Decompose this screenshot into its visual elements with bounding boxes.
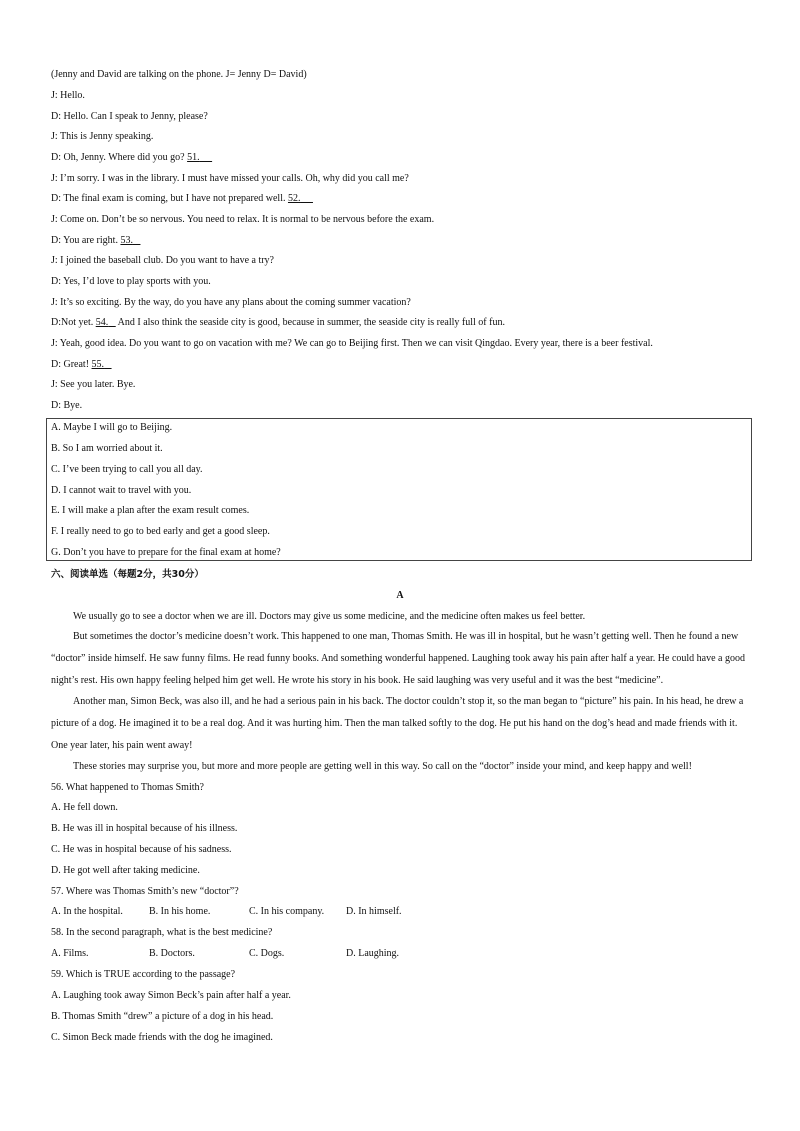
passage-text-line: picture of a dog. He imagined it to be a real dog. And it was hurting him. Then the man talked softly to the dog. He put his hand on the dog’s head and made friends with it. (51, 718, 738, 729)
option-item: B. So I am worried about it. (51, 443, 163, 454)
answer-blank-55: 55. (91, 359, 105, 370)
dialogue-line: J: It’s so exciting. By the way, do you have any plans about the coming summer vacation? (51, 297, 411, 308)
answer-blank-53: 53. (120, 235, 133, 246)
dialogue-line: D: Bye. (51, 400, 83, 411)
section-title: 六、阅读单选（每题2分，共30分） (51, 569, 204, 580)
passage-text-line: “doctor” inside himself. He saw funny films. He read funny books. And something wonderful happened. Laughing took away his pain after half a year. He could have a good (51, 653, 745, 664)
question-59-stem: 59. Which is TRUE according to the passage? (51, 969, 236, 980)
dialogue-line: J: Hello. (51, 90, 85, 101)
passage-text-line: Another man, Simon Beck, was also ill, and he had a serious pain in his back. The doctor couldn’t stop it, so the man began to “picture” his pain. In his head, he drew a (73, 696, 744, 707)
question-57-options (51, 906, 402, 917)
question-59-option: C. Simon Beck made friends with the dog he imagined. (51, 1032, 273, 1043)
dialogue-line: J: I’m sorry. I was in the library. I must have missed your calls. Oh, why did you call me? (51, 173, 409, 184)
question-56-stem: 56. What happened to Thomas Smith? (51, 782, 204, 793)
question-58-options (51, 948, 399, 959)
dialogue-line: D:Not yet. 54. And I also think the seaside city is good, because in summer, the seaside city is really full of fun. (51, 317, 505, 328)
question-58-option: C. Dogs. (249, 948, 285, 959)
question-57-option: D. In himself. (346, 906, 402, 917)
dialogue-line: J: This is Jenny speaking. (51, 131, 154, 142)
answer-blank-54: 54. (95, 317, 109, 328)
dialogue-line: D: You are right. 53. (51, 235, 133, 246)
question-56-option: C. He was in hospital because of his sadness. (51, 844, 232, 855)
question-58-stem: 58. In the second paragraph, what is the best medicine? (51, 927, 273, 938)
question-58-option: B. Doctors. (149, 948, 195, 959)
option-item: E. I will make a plan after the exam result comes. (51, 505, 250, 516)
question-58-option: D. Laughing. (346, 948, 400, 959)
dialogue-line: D: Great! 55. (51, 359, 105, 370)
passage-text-line: These stories may surprise you, but more and more people are getting well in this way. So call on the “doctor” inside your mind, and keep happy and well! (73, 761, 692, 772)
question-56-option: D. He got well after taking medicine. (51, 865, 200, 876)
option-item: A. Maybe I will go to Beijing. (51, 422, 173, 433)
question-57-option: A. In the hospital. (51, 906, 123, 917)
dialogue-line: D: Oh, Jenny. Where did you go? 51. (51, 152, 200, 163)
question-57-option: B. In his home. (149, 906, 211, 917)
dialogue-line: J: Come on. Don’t be so nervous. You need to relax. It is normal to be nervous before the exam. (51, 214, 435, 225)
dialogue-line: D: Yes, I’d love to play sports with you. (51, 276, 211, 287)
dialogue-line: J: I joined the baseball club. Do you want to have a try? (51, 255, 274, 266)
passage-text-line: But sometimes the doctor’s medicine doesn’t work. This happened to one man, Thomas Smith. He was ill in hospital, but he wasn’t getting well. Then he found a new (73, 631, 739, 642)
answer-blank-52: 52. (287, 193, 301, 204)
passage-text-line: One year later, his pain went away! (51, 740, 193, 751)
question-56-option: B. He was ill in hospital because of his illness. (51, 823, 238, 834)
dialogue-line: J: See you later. Bye. (51, 379, 136, 390)
question-56-option: A. He fell down. (51, 802, 118, 813)
dialogue-line: D: The final exam is coming, but I have not prepared well. 52. (51, 193, 301, 204)
question-58-option: A. Films. (51, 948, 89, 959)
answer-blank-51: 51. (187, 152, 200, 163)
dialogue-intro: (Jenny and David are talking on the phone. J= Jenny D= David) (51, 69, 307, 80)
passage-text-line: night’s rest. His own happy feeling helped him get well. He wrote his story in his book. He said laughing was very useful and it was the best “medicine”. (51, 675, 664, 686)
dialogue-line: J: Yeah, good idea. Do you want to go on vacation with me? We can go to Beijing first. Then we can visit Qingdao. Every year, there is a beer festival. (51, 338, 653, 349)
question-57-stem: 57. Where was Thomas Smith’s new “doctor”? (51, 886, 239, 897)
question-59-option: B. Thomas Smith “drew” a picture of a dog in his head. (51, 1011, 274, 1022)
question-59-option: A. Laughing took away Simon Beck’s pain after half a year. (51, 990, 291, 1001)
option-item: C. I’ve been trying to call you all day. (51, 464, 203, 475)
option-item: F. I really need to go to bed early and get a good sleep. (51, 526, 270, 537)
question-57-option: C. In his company. (249, 906, 325, 917)
passage-label: A (396, 590, 404, 601)
passage-text-line: We usually go to see a doctor when we are ill. Doctors may give us some medicine, and the medicine often makes us feel better. (73, 611, 586, 622)
option-item: D. I cannot wait to travel with you. (51, 485, 192, 496)
dialogue-line: D: Hello. Can I speak to Jenny, please? (51, 111, 208, 122)
option-item: G. Don’t you have to prepare for the final exam at home? (51, 547, 281, 558)
